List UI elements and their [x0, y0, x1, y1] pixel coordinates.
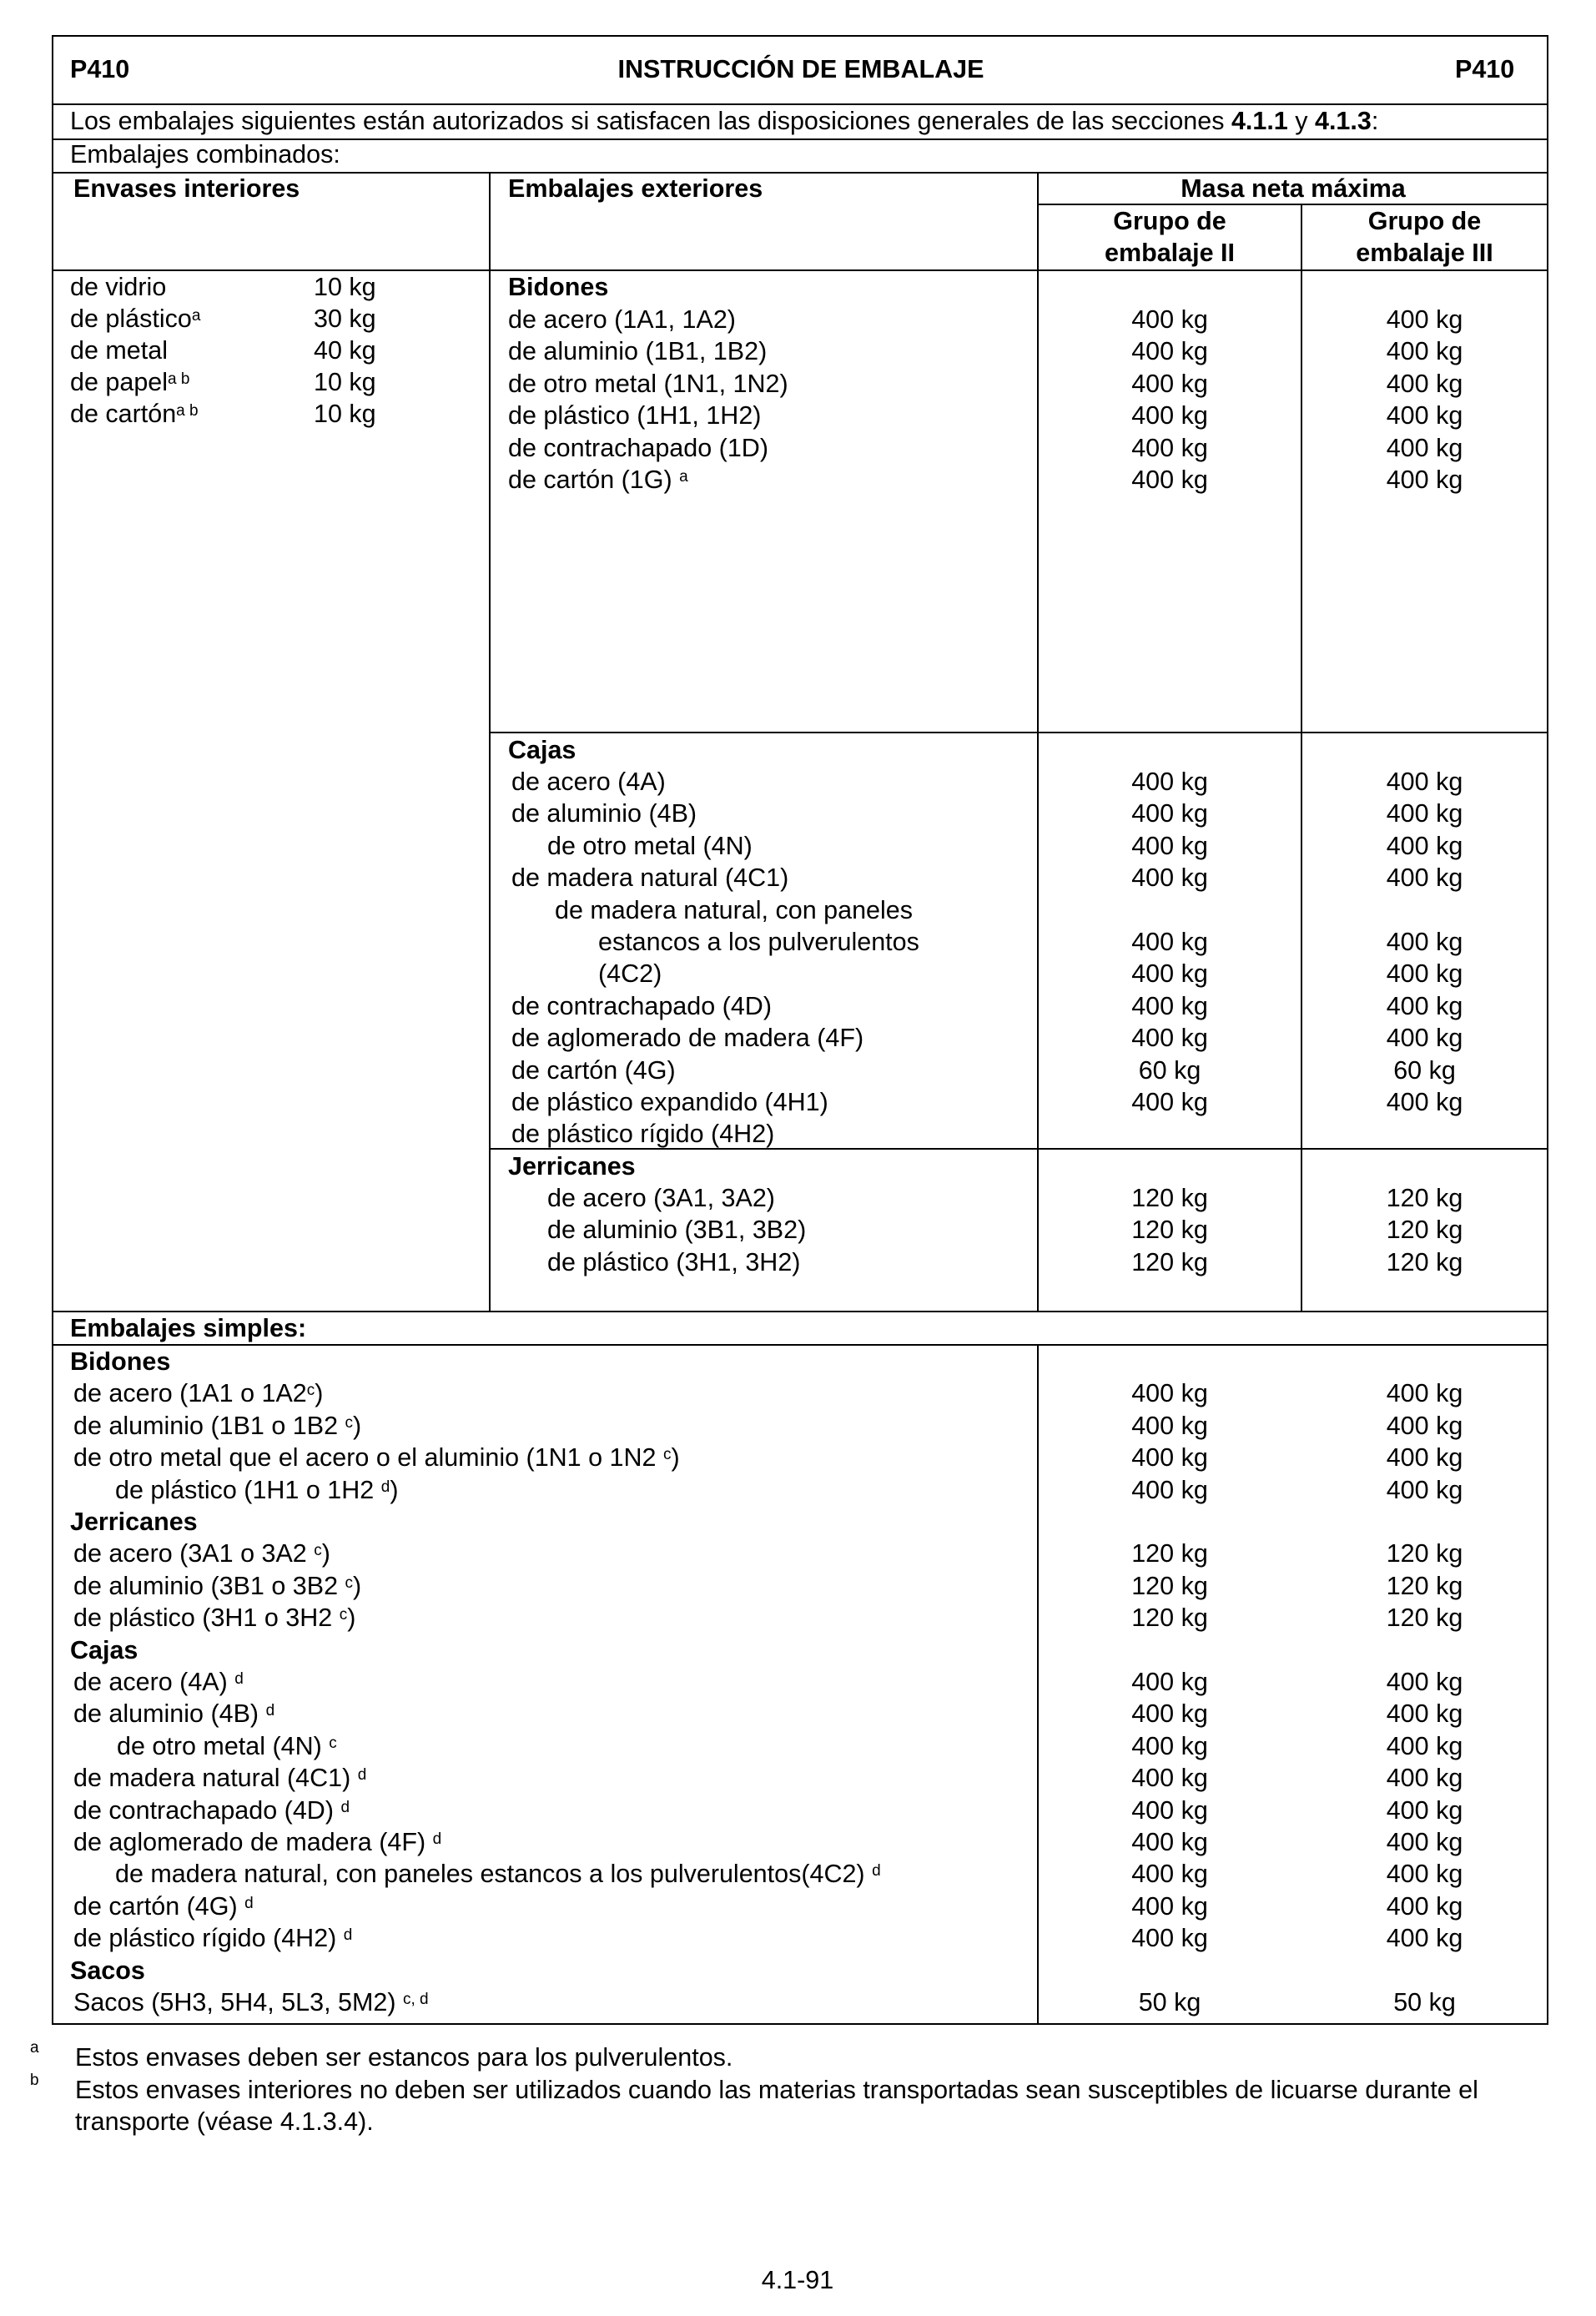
- header-code-right: P410: [1455, 55, 1515, 83]
- divider-drums-boxes: [490, 732, 1548, 733]
- outer-jerrican-label: de acero (3A1, 3A2): [547, 1184, 775, 1212]
- inner-mass: 10 kg: [314, 273, 376, 301]
- footnote-ref: d: [340, 1798, 350, 1816]
- inner-mass: 30 kg: [314, 305, 376, 333]
- single-box-text: de contrachapado (4D): [73, 1795, 341, 1825]
- single-box: [73, 1698, 274, 1729]
- mass-group2: 120 kg: [1131, 1571, 1208, 1600]
- outer-jerrican-label: de plástico (3H1, 3H2): [547, 1247, 801, 1276]
- footnote-ref: d: [244, 1894, 254, 1912]
- outer-box-label: de aluminio (4B): [511, 799, 697, 828]
- mass-group3: 400 kg: [1386, 799, 1463, 828]
- mass-group2: 400 kg: [1131, 1443, 1208, 1473]
- mass-group3: 400 kg: [1386, 831, 1463, 860]
- header-code-left: P410: [70, 55, 130, 83]
- single-box-text: de aglomerado de madera (4F): [73, 1828, 433, 1856]
- mass-group2: 400 kg: [1131, 1088, 1208, 1116]
- single-jerrican-text: de plástico (3H1 o 3H2: [73, 1604, 340, 1633]
- single-drum-text: de plástico (1H1 o 1H2: [115, 1475, 381, 1504]
- mass-group3: 120 kg: [1386, 1184, 1463, 1212]
- col-group3-line1: Grupo de: [1367, 207, 1482, 235]
- outer-drum-label: [508, 368, 788, 400]
- mass-group2: 400 kg: [1131, 1828, 1208, 1856]
- single-label: Embalajes simples:: [70, 1314, 307, 1342]
- mass-group2: 60 kg: [1138, 1055, 1201, 1085]
- single-box: [73, 1826, 441, 1858]
- mass-group3: 400 kg: [1386, 1795, 1463, 1825]
- outer-drum-text: de plástico (1H1, 1H2): [508, 401, 762, 430]
- col-group2-line1: Grupo de: [1113, 207, 1226, 235]
- mass-group3: 400 kg: [1386, 1475, 1463, 1504]
- mass-group2: 400 kg: [1131, 1475, 1208, 1504]
- inner-mass: 40 kg: [314, 336, 376, 365]
- mass-group3: 400 kg: [1386, 1860, 1463, 1889]
- single-drum-text: de acero (1A1 o 1A2: [73, 1379, 307, 1408]
- single-box-text: de aluminio (4B): [73, 1699, 266, 1729]
- mass-group3: 50 kg: [1393, 1988, 1456, 2016]
- outer-drum-text: de otro metal (1N1, 1N2): [508, 369, 788, 398]
- outer-box-label: de madera natural (4C1): [511, 863, 789, 893]
- single-drum-close: ): [315, 1379, 324, 1408]
- single-jerrican: [73, 1570, 361, 1602]
- mass-group2: 400 kg: [1131, 991, 1208, 1020]
- single-drum: [73, 1410, 361, 1442]
- mass-group3: 400 kg: [1386, 1088, 1463, 1116]
- mass-group3: 400 kg: [1386, 369, 1463, 398]
- mass-group3: 400 kg: [1386, 401, 1463, 430]
- footnote-a-text: Estos envases deben ser estancos para los pulverulentos.: [75, 2043, 733, 2072]
- outer-box-label: (4C2): [598, 959, 662, 989]
- outer-box-label: de otro metal (4N): [547, 831, 753, 860]
- single-box: [73, 1666, 244, 1698]
- table-border-top: [52, 35, 1548, 37]
- footnote-ref: c: [314, 1542, 322, 1560]
- mass-group3: 400 kg: [1386, 337, 1463, 366]
- col-outer-header: Embalajes exteriores: [508, 174, 763, 203]
- intro-text: Los embalajes siguientes están autorizados si satisfacen las disposiciones generales de las secciones 4.1.1 y 4.1.3:: [70, 107, 1379, 135]
- single-box-text: de plástico rígido (4H2): [73, 1924, 344, 1953]
- single-box: [73, 1891, 254, 1922]
- mass-group2: 120 kg: [1131, 1539, 1208, 1568]
- outer-drum-label: [508, 400, 761, 431]
- single-box-text: de madera natural, con paneles estancos a los pulverulentos(4C2): [115, 1860, 873, 1889]
- footnote-ref: c: [345, 1573, 354, 1592]
- footnote-ref: d: [432, 1830, 442, 1848]
- mass-group2: 400 kg: [1131, 799, 1208, 828]
- mass-group3: 400 kg: [1386, 959, 1463, 989]
- single-box: [115, 1858, 881, 1890]
- col-group2-line2: embalaje II: [1105, 239, 1235, 267]
- mass-group2: 120 kg: [1131, 1247, 1208, 1276]
- mass-group3: 400 kg: [1386, 1024, 1463, 1053]
- single-drum: [115, 1474, 398, 1506]
- single-jerrican-text: de aluminio (3B1 o 3B2: [73, 1571, 345, 1600]
- footnote-ref: c: [662, 1446, 672, 1464]
- mass-group2: 400 kg: [1131, 369, 1208, 398]
- divider-single-label: [52, 1344, 1548, 1346]
- footnote-ref: c: [339, 1606, 348, 1624]
- footnote-ref: c: [329, 1734, 337, 1752]
- combined-label: Embalajes combinados:: [70, 140, 340, 169]
- outer-boxes-title: Cajas: [508, 736, 576, 764]
- footnote-ref: d: [872, 1862, 881, 1880]
- mass-group3: 400 kg: [1386, 1764, 1463, 1793]
- mass-group2: 400 kg: [1131, 959, 1208, 989]
- outer-drum-label: [508, 464, 688, 496]
- mass-group3: 400 kg: [1386, 1699, 1463, 1729]
- single-box: [73, 1922, 352, 1954]
- mass-group2: 400 kg: [1131, 1860, 1208, 1889]
- footnote-ref: c: [345, 1413, 354, 1432]
- single-box: [73, 1762, 366, 1794]
- mass-group2: 400 kg: [1131, 466, 1208, 494]
- footnote-b-mark: b: [30, 2072, 39, 2089]
- outer-drum-text: de acero (1A1, 1A2): [508, 305, 736, 334]
- outer-drums-title: Bidones: [508, 273, 609, 301]
- mass-group2: 400 kg: [1131, 928, 1208, 956]
- mass-group3: 400 kg: [1386, 928, 1463, 956]
- single-box-text: de otro metal (4N): [117, 1731, 330, 1760]
- outer-box-label: de contrachapado (4D): [511, 991, 772, 1020]
- inner-name: de vidrio: [70, 273, 167, 301]
- single-box: [117, 1730, 337, 1762]
- inner-name: de papel$^{a b}$: [70, 368, 190, 396]
- single-jerrican-close: ): [353, 1571, 362, 1600]
- mass-group2: 50 kg: [1138, 1988, 1201, 2016]
- single-jerrican: [73, 1602, 355, 1634]
- mass-group3: 400 kg: [1386, 1443, 1463, 1473]
- single-bags-title: Sacos: [70, 1956, 145, 1985]
- single-drum-close: ): [353, 1411, 362, 1440]
- col-max-mass-header: Masa neta máxima: [1181, 174, 1406, 203]
- single-box: [73, 1795, 350, 1826]
- mass-group2: 400 kg: [1131, 1795, 1208, 1825]
- divider-inner-outer: [489, 172, 491, 1312]
- outer-box-label: de acero (4A): [511, 768, 666, 796]
- outer-box-label: de madera natural, con paneles: [555, 895, 913, 924]
- mass-group2: 400 kg: [1131, 1699, 1208, 1729]
- outer-drum-text: de cartón (1G): [508, 466, 672, 494]
- inner-mass: 10 kg: [314, 368, 376, 396]
- footnote-ref: a: [679, 468, 688, 486]
- footnote-a-mark: a: [30, 2039, 39, 2057]
- mass-group3: 400 kg: [1386, 305, 1463, 334]
- single-box-text: de cartón (4G): [73, 1891, 245, 1921]
- mass-group2: 120 kg: [1131, 1604, 1208, 1633]
- outer-box-label: de aglomerado de madera (4F): [511, 1024, 864, 1053]
- table-border-left: [52, 35, 53, 2025]
- single-drum-text: de aluminio (1B1 o 1B2: [73, 1411, 345, 1440]
- mass-group3: 400 kg: [1386, 768, 1463, 796]
- single-jerrican-close: ): [321, 1539, 330, 1568]
- single-bag-text: Sacos (5H3, 5H4, 5L3, 5M2): [73, 1988, 403, 2016]
- mass-group3: 400 kg: [1386, 433, 1463, 462]
- mass-group2: 120 kg: [1131, 1216, 1208, 1245]
- single-bag: [73, 1986, 429, 2018]
- mass-group3: 60 kg: [1393, 1055, 1456, 1085]
- inner-name: de cartón$^{a b}$: [70, 400, 199, 428]
- footnote-ref: d: [234, 1670, 244, 1688]
- single-drum-close: ): [390, 1475, 399, 1504]
- mass-group3: 400 kg: [1386, 1924, 1463, 1953]
- single-jerrican: [73, 1538, 330, 1569]
- outer-box-label: estancos a los pulverulentos: [598, 928, 919, 956]
- mass-group2: 400 kg: [1131, 1411, 1208, 1440]
- single-drum-close: ): [671, 1443, 680, 1473]
- table-border-right: [1547, 35, 1548, 2025]
- mass-group2: 400 kg: [1131, 337, 1208, 366]
- mass-group2: 400 kg: [1131, 1024, 1208, 1053]
- col-group3-line2: embalaje III: [1356, 239, 1493, 267]
- footnote-ref: d: [343, 1926, 353, 1945]
- single-box-text: de madera natural (4C1): [73, 1764, 358, 1793]
- mass-group3: 400 kg: [1386, 1731, 1463, 1760]
- mass-group3: 120 kg: [1386, 1571, 1463, 1600]
- single-boxes-title: Cajas: [70, 1635, 138, 1664]
- mass-group2: 120 kg: [1131, 1184, 1208, 1212]
- outer-drum-label: [508, 335, 767, 367]
- mass-group3: 400 kg: [1386, 1828, 1463, 1856]
- mass-group2: 400 kg: [1131, 863, 1208, 893]
- inner-name: de metal: [70, 336, 168, 365]
- mass-group2: 400 kg: [1131, 1731, 1208, 1760]
- single-drums-title: Bidones: [70, 1347, 171, 1376]
- mass-group2: 400 kg: [1131, 1764, 1208, 1793]
- table-border-bottom: [52, 2023, 1548, 2025]
- single-drum: [73, 1377, 323, 1409]
- mass-group2: 400 kg: [1131, 433, 1208, 462]
- mass-group3: 400 kg: [1386, 991, 1463, 1020]
- mass-group2: 400 kg: [1131, 1668, 1208, 1696]
- outer-drum-label: [508, 304, 736, 335]
- inner-mass: 10 kg: [314, 400, 376, 428]
- outer-drum-text: de aluminio (1B1, 1B2): [508, 337, 768, 366]
- footnote-ref: d: [265, 1702, 275, 1720]
- mass-group2: 400 kg: [1131, 401, 1208, 430]
- mass-group3: 400 kg: [1386, 1668, 1463, 1696]
- divider-column-headers: [52, 269, 1548, 271]
- mass-group3: 120 kg: [1386, 1247, 1463, 1276]
- single-drum: [73, 1442, 680, 1473]
- mass-group3: 120 kg: [1386, 1604, 1463, 1633]
- outer-box-label: de cartón (4G): [511, 1055, 676, 1085]
- footnote-ref: d: [380, 1478, 390, 1496]
- outer-jerricans-title: Jerricanes: [508, 1152, 636, 1181]
- mass-group3: 400 kg: [1386, 1411, 1463, 1440]
- outer-jerrican-label: de aluminio (3B1, 3B2): [547, 1216, 807, 1245]
- single-jerrican-text: de acero (3A1 o 3A2: [73, 1539, 315, 1568]
- col-inner-header: Envases interiores: [73, 174, 300, 203]
- mass-group2: 400 kg: [1131, 305, 1208, 334]
- mass-group3: 120 kg: [1386, 1539, 1463, 1568]
- mass-group3: 400 kg: [1386, 466, 1463, 494]
- mass-group3: 120 kg: [1386, 1216, 1463, 1245]
- footnote-ref: c: [306, 1382, 315, 1400]
- mass-group2: 400 kg: [1131, 768, 1208, 796]
- mass-group3: 400 kg: [1386, 863, 1463, 893]
- single-drum-text: de otro metal que el acero o el aluminio (1N1 o 1N2: [73, 1443, 663, 1473]
- footnote-ref: c, d: [403, 1991, 429, 2008]
- mass-group2: 400 kg: [1131, 1924, 1208, 1953]
- page-number: 4.1-91: [761, 2266, 834, 2294]
- footnote-b-text: Estos envases interiores no deben ser utilizados cuando las materias transportadas sean susceptibles de licuarse durante el transporte (véase 4.1.3.4).: [75, 2076, 1478, 2136]
- inner-name: de plástico$^a$: [70, 305, 201, 333]
- mass-group3: 400 kg: [1386, 1379, 1463, 1408]
- outer-drum-label: [508, 432, 768, 464]
- single-box-text: de acero (4A): [73, 1668, 235, 1696]
- header-title: INSTRUCCIÓN DE EMBALAJE: [617, 55, 984, 83]
- single-jerrican-close: ): [347, 1604, 356, 1633]
- mass-group3: 400 kg: [1386, 1891, 1463, 1921]
- footnote-ref: d: [357, 1766, 367, 1785]
- single-jerricans-title: Jerricanes: [70, 1508, 198, 1536]
- mass-group2: 400 kg: [1131, 1891, 1208, 1921]
- mass-group2: 400 kg: [1131, 831, 1208, 860]
- outer-drum-text: de contrachapado (1D): [508, 433, 768, 462]
- outer-box-label: de plástico expandido (4H1): [511, 1088, 828, 1116]
- mass-group2: 400 kg: [1131, 1379, 1208, 1408]
- outer-box-label: de plástico rígido (4H2): [511, 1120, 775, 1149]
